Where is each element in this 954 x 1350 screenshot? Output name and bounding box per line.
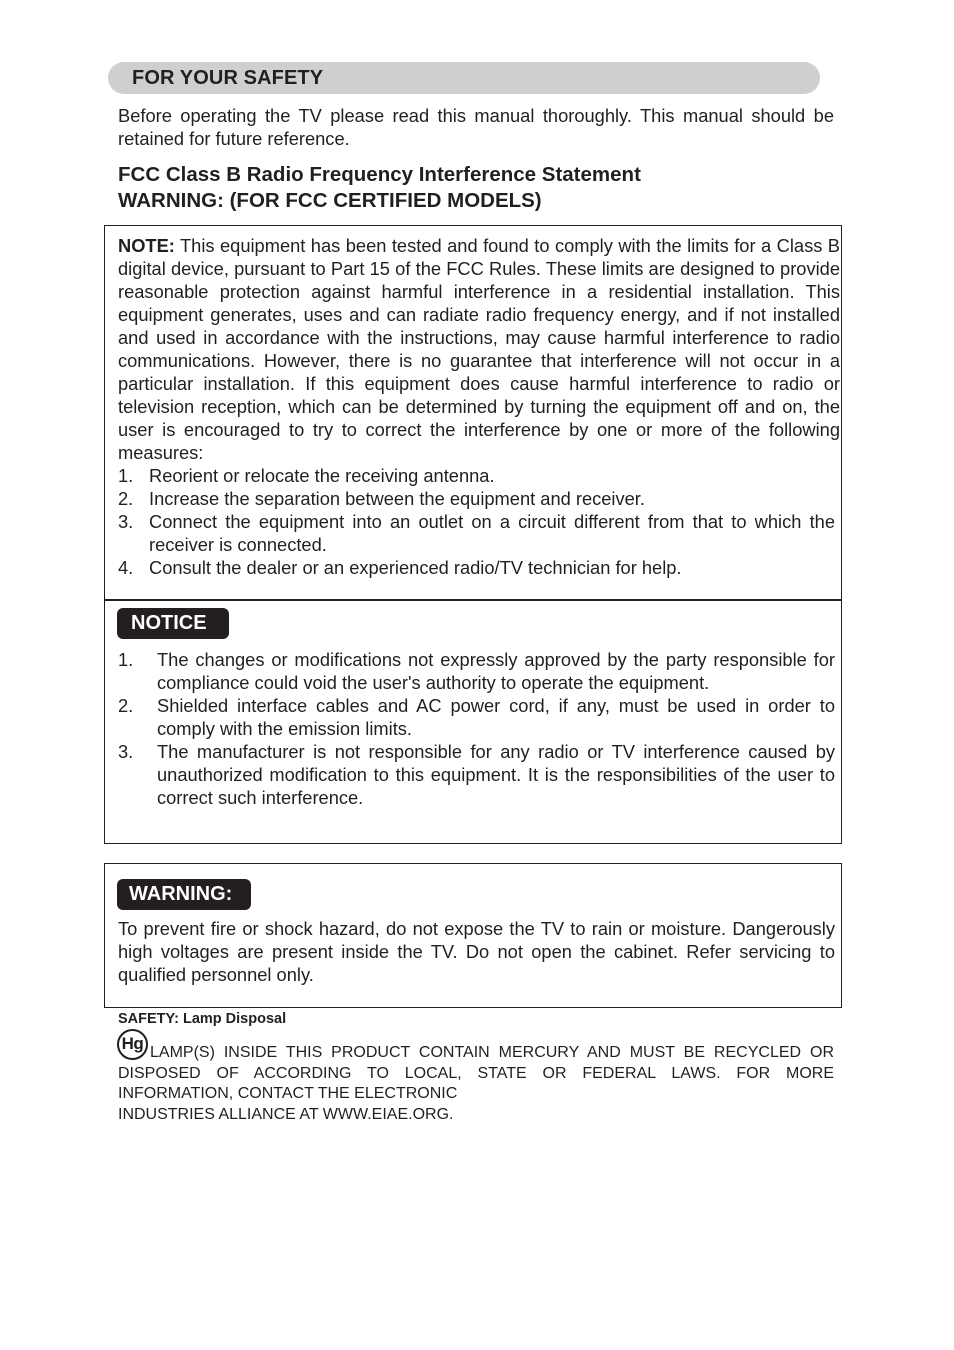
warning-box bbox=[104, 863, 842, 1008]
intro-paragraph: Before operating the TV please read this manual thoroughly. This manual should be retained for future reference. bbox=[118, 105, 834, 149]
list-item-text: The manufacturer is not responsible for any radio or TV interference caused by unauthorized modification to this equipment. It is the responsibilities of the user to correct such interference. bbox=[157, 741, 835, 808]
list-item bbox=[118, 694, 835, 740]
fcc-heading-line1: FCC Class B Radio Frequency Interference Statement bbox=[118, 163, 641, 186]
list-item-number: 4. bbox=[118, 557, 134, 578]
list-item bbox=[118, 487, 835, 510]
list-item-text: Increase the separation between the equipment and receiver. bbox=[149, 488, 645, 509]
list-item-number: 3. bbox=[118, 511, 134, 532]
mercury-hg-icon: Hg bbox=[117, 1029, 148, 1060]
notice-list bbox=[118, 648, 835, 809]
measures-list bbox=[118, 464, 835, 579]
list-item bbox=[118, 510, 835, 556]
section-banner bbox=[108, 62, 820, 94]
list-item-number: 3. bbox=[118, 741, 134, 762]
lamp-disposal-last: INDUSTRIES ALLIANCE AT WWW.EIAE.ORG. bbox=[118, 1105, 454, 1123]
note-label: NOTE: bbox=[118, 235, 175, 256]
list-item bbox=[118, 556, 835, 579]
list-item-text: Reorient or relocate the receiving antenna. bbox=[149, 465, 495, 486]
warning-tag: WARNING: bbox=[117, 879, 251, 910]
lamp-disposal-text bbox=[118, 1043, 834, 1125]
note-body: This equipment has been tested and found to comply with the limits for a Class B digital device, pursuant to Part 15 of the FCC Rules. These limits are designed to provide reasonable protection against harmful interference in a residential installation. This equipment generates, uses and can radiate radio frequency energy, and if not installed and used in accordance with the instructions, may cause harmful interference to radio communications. However, there is no guarantee that interference will not occur in a particular installation. If this equipment does cause harmful interference to radio or television reception, which can be determined by turning the equipment off and on, the user is encouraged to try to correct the interference by one or more of the following measures: bbox=[118, 235, 840, 463]
fcc-note-box bbox=[104, 225, 842, 601]
list-item-text: Consult the dealer or an experienced radio/TV technician for help. bbox=[149, 557, 682, 578]
list-item bbox=[118, 464, 835, 487]
fcc-heading-line2: WARNING: (FOR FCC CERTIFIED MODELS) bbox=[118, 189, 542, 212]
list-item-number: 1. bbox=[118, 465, 134, 486]
list-item-number: 2. bbox=[118, 488, 134, 509]
warning-paragraph: To prevent fire or shock hazard, do not expose the TV to rain or moisture. Dangerously high voltages are present inside the TV. Do not open the cabinet. Refer servicing to qualified personnel only. bbox=[118, 918, 835, 985]
list-item bbox=[118, 740, 835, 809]
list-item-number: 1. bbox=[118, 649, 134, 670]
list-item-text: Connect the equipment into an outlet on a circuit different from that to which the receiver is connected. bbox=[149, 511, 835, 555]
list-item-text: The changes or modifications not expressly approved by the party responsible for compliance could void the user's authority to operate the equipment. bbox=[157, 649, 835, 693]
notice-tag: NOTICE bbox=[117, 608, 229, 639]
notice-box bbox=[104, 599, 842, 844]
list-item-number: 2. bbox=[118, 695, 134, 716]
fcc-heading bbox=[118, 162, 834, 214]
list-item-text: Shielded interface cables and AC power cord, if any, must be used in order to comply with the emission limits. bbox=[157, 695, 835, 739]
list-item bbox=[118, 648, 835, 694]
section-title: FOR YOUR SAFETY bbox=[132, 67, 324, 89]
lamp-disposal-main: LAMP(S) INSIDE THIS PRODUCT CONTAIN MERCURY AND MUST BE RECYCLED OR DISPOSED OF ACCORDING TO LOCAL, STATE OR FEDERAL LAWS. FOR MORE INFORMATION, CONTACT THE ELECTRONIC bbox=[118, 1044, 834, 1102]
note-paragraph bbox=[118, 234, 840, 464]
lamp-disposal-title: SAFETY: Lamp Disposal bbox=[118, 1011, 287, 1027]
